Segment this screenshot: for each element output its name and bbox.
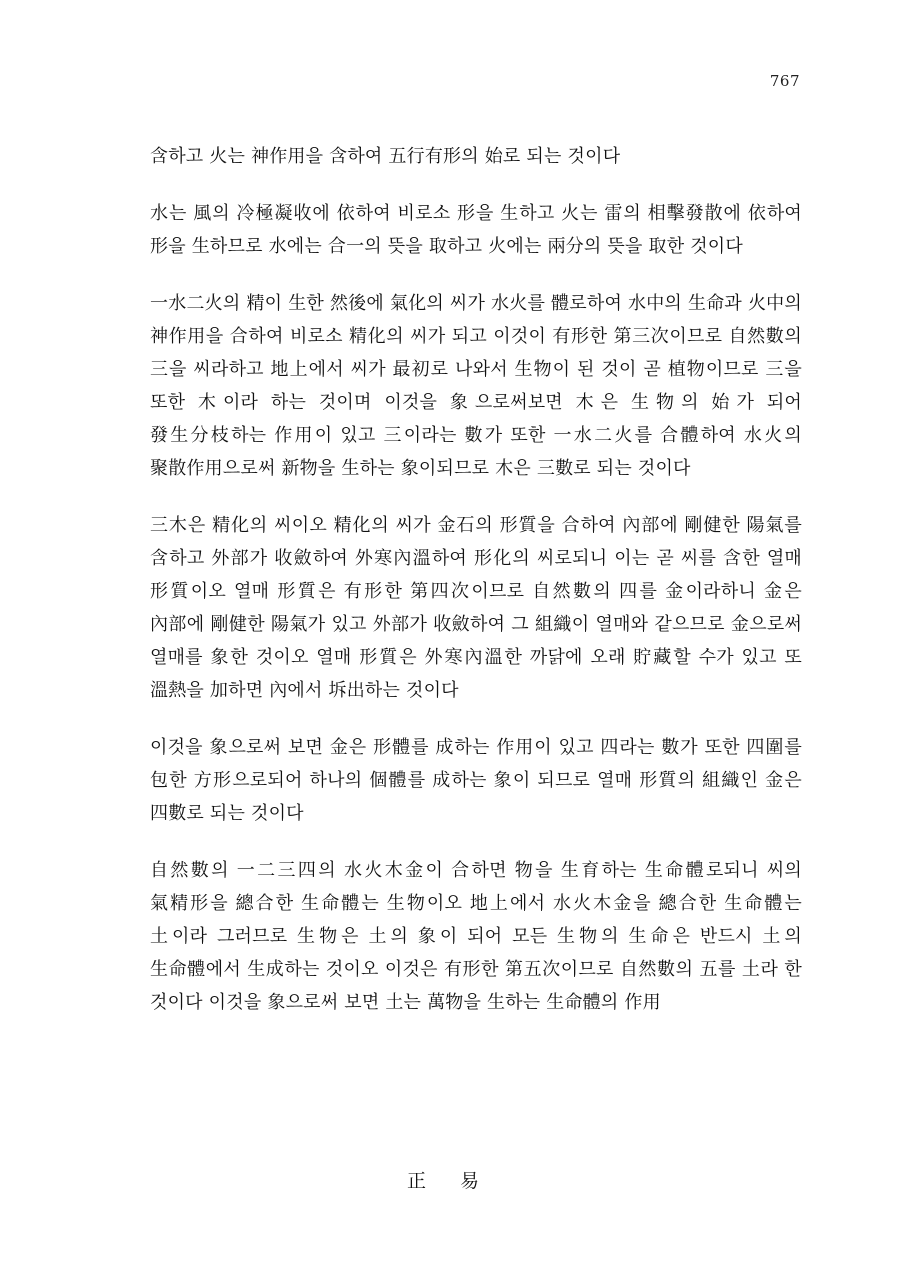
paragraph: 三木은 精化의 씨이오 精化의 씨가 金石의 形質을 合하여 內部에 剛健한 陽氣를 含하고 外部가 收斂하여 外寒內溫하여 形化의 씨로되니 이는 곧 씨를 含한 열매 形質이오 열매 形質은 有形한 第四次이므로 自然數의 四를 金이라하니 金은 內部에 剛健한 陽氣가 있고 外部가 收斂하여 그 組織이 열매와 같으므로 金으로써 열매를 象한 것이오 열매 形質은 外寒內溫한 까닭에 오래 貯藏할 수가 있고 또 溫熱을 加하면 內에서 坼出하는 것이다 bbox=[150, 515, 802, 701]
page-number: 767 bbox=[769, 72, 800, 90]
paragraph: 一水二火의 精이 生한 然後에 氣化의 씨가 水火를 體로하여 水中의 生命과 火中의 神作用을 合하여 비로소 精化의 씨가 되고 이것이 有形한 第三次이므로 自然數의 三을 씨라하고 地上에서 씨가 最初로 나와서 生物이 된 것이 곧 植物이므로 三을 또한 木이라 하는 것이며 이것을 象으로써보면 木은 生物의 始가 되어 發生分枝하는 作用이 있고 三이라는 數가 또한 一水二火를 合體하여 水火의 聚散作用으로써 新物을 生하는 象이되므로 木은 三數로 되는 것이다 bbox=[150, 293, 802, 479]
paragraph: 이것을 象으로써 보면 金은 形體를 成하는 作用이 있고 四라는 數가 또한 四圍를 包한 方形으로되어 하나의 個體를 成하는 象이 되므로 열매 形質의 組織인 金은 四數로 되는 것이다 bbox=[150, 737, 802, 824]
paragraph: 水는 風의 冷極凝收에 依하여 비로소 形을 生하고 火는 雷의 相擊發散에 依하여 形을 生하므로 水에는 合一의 뜻을 取하고 火에는 兩分의 뜻을 取한 것이다 bbox=[150, 203, 802, 257]
paragraph: 含하고 火는 神作用을 含하여 五行有形의 始로 되는 것이다 bbox=[150, 146, 621, 167]
page-footer-title: 正 易 bbox=[406, 1170, 494, 1192]
paragraph: 自然數의 一二三四의 水火木金이 合하면 物을 生育하는 生命體로되니 씨의 氣精形을 總合한 生命體는 生物이오 地上에서 水火木金을 總合한 生命體는 土이라 그러므로 生物은 土의 象이 되어 모든 生物의 生命은 반드시 土의 生命體에서 生成하는 것이오 이것은 有形한 第五次이므로 自然數의 五를 土라 한 것이다 이것을 象으로써 보면 土는 萬物을 生하는 生命體의 作用 bbox=[150, 860, 802, 1013]
text-body bbox=[150, 140, 802, 1043]
